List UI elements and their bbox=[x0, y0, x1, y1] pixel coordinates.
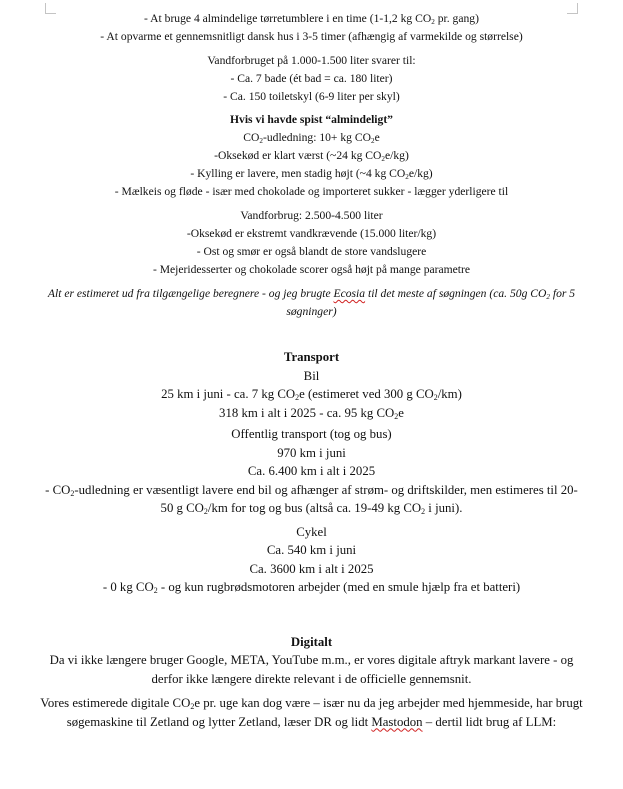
digital-section bbox=[40, 633, 583, 689]
water-desserts-line: - Mejeridesserter og chokolade scorer også højt på mange parametre bbox=[152, 263, 471, 276]
estimate-note: Alt er estimeret ud fra tilgængelige beregnere - og jeg brugte Ecosia til det meste af søgningen (ca. 50g $CO_2$ for 5 søgninger) bbox=[47, 287, 576, 318]
bike-title: Cykel bbox=[296, 524, 327, 539]
heating-line: - At opvarme et gennemsnitligt dansk hus i 3-5 timer (afhængig af varmekilde og størrelse) bbox=[100, 30, 523, 43]
household-comparisons bbox=[40, 10, 583, 46]
normal-diet-section bbox=[40, 111, 583, 201]
water-cheese-line: - Ost og smør er også blandt de store vandslugere bbox=[196, 245, 427, 258]
water-usage-line: Vandforbrug: 2.500-4.500 liter bbox=[240, 209, 383, 222]
public-transport-total: Ca. 6.400 km i alt i 2025 bbox=[247, 464, 376, 478]
bike-total: Ca. 3600 km i alt i 2025 bbox=[249, 561, 374, 576]
diet-dairy-line: - Mælkeis og fløde - især med chokolade og importeret sukker - lægger yderligere til bbox=[114, 185, 509, 198]
car-title: Bil bbox=[303, 368, 320, 383]
public-transport-note: - $CO_2$-udledning er væsentligt lavere end bil og afhænger af strøm- og driftskilder, men estimeres til 20-50 g $CO_2/km$ for tog og bus (altså ca. 19-49 kg $CO_2$ i juni). bbox=[45, 482, 578, 516]
water-intro: Vandforbruget på 1.000-1.500 liter svarer til: bbox=[207, 54, 416, 67]
water-usage-section bbox=[40, 207, 583, 279]
dryer-line: - At bruge 4 almindelige tørretumblere i en time (1-1,2 kg $CO_2$ pr. gang) bbox=[144, 12, 479, 26]
transport-heading: Transport bbox=[283, 350, 340, 364]
car-june-line: 25 km i juni - ca. 7 kg $CO_2e$ (estimeret ved 300 g $CO_2/km$) bbox=[161, 387, 462, 402]
bike-section bbox=[40, 523, 583, 597]
bike-june: Ca. 540 km i juni bbox=[266, 543, 357, 557]
digital-paragraph-2: Vores estimerede digitale $CO_2e$ pr. uge kan dog være – især nu da jeg arbejder med hjemmeside, har brugt søgemaskine til Zetland og lytter Zetland, læser DR og lidt Mastodon – dertil lidt brug af LLM: bbox=[40, 696, 583, 729]
ecosia-misspelling: Ecosia bbox=[333, 287, 366, 300]
water-baths: - Ca. 7 bade (ét bad = ca. 180 liter) bbox=[230, 72, 393, 85]
water-flushes: - Ca. 150 toiletskyl (6-9 liter per skyl) bbox=[223, 90, 400, 103]
document-page bbox=[40, 10, 583, 731]
diet-beef-line: -Oksekød er klart værst (~24 kg $CO_2e/kg$) bbox=[214, 149, 409, 163]
digital-paragraph-1: Da vi ikke længere bruger Google, META, YouTube m.m., er vores digitale aftryk markant lavere - og derfor ikke længere direkte relevant i de officielle gennemsnit. bbox=[49, 653, 574, 686]
bike-note: - 0 kg $CO_2$ - og kun rugbrødsmotoren arbejder (med en smule hjælp fra et batteri) bbox=[102, 580, 521, 595]
diet-co2-line: $CO_2$-udledning: 10+ kg $CO_2e$ bbox=[243, 131, 380, 145]
water-equivalents bbox=[40, 52, 583, 106]
water-beef-line: -Oksekød er ekstremt vandkrævende (15.000 liter/kg) bbox=[186, 227, 437, 240]
digital-heading: Digitalt bbox=[290, 634, 333, 649]
diet-chicken-line: - Kylling er lavere, men stadig højt (~4 kg $CO_2e/kg$) bbox=[190, 167, 433, 181]
public-transport-june: 970 km i juni bbox=[277, 445, 346, 460]
normal-diet-heading: Hvis vi havde spist “almindeligt” bbox=[230, 113, 393, 126]
public-transport-section bbox=[40, 425, 583, 518]
transport-section bbox=[40, 348, 583, 422]
public-transport-title: Offentlig transport (tog og bus) bbox=[231, 427, 392, 441]
mastodon-misspelling: Mastodon bbox=[371, 714, 423, 729]
car-total-line: 318 km i alt i 2025 - ca. 95 kg $CO_2e$ bbox=[219, 405, 404, 421]
